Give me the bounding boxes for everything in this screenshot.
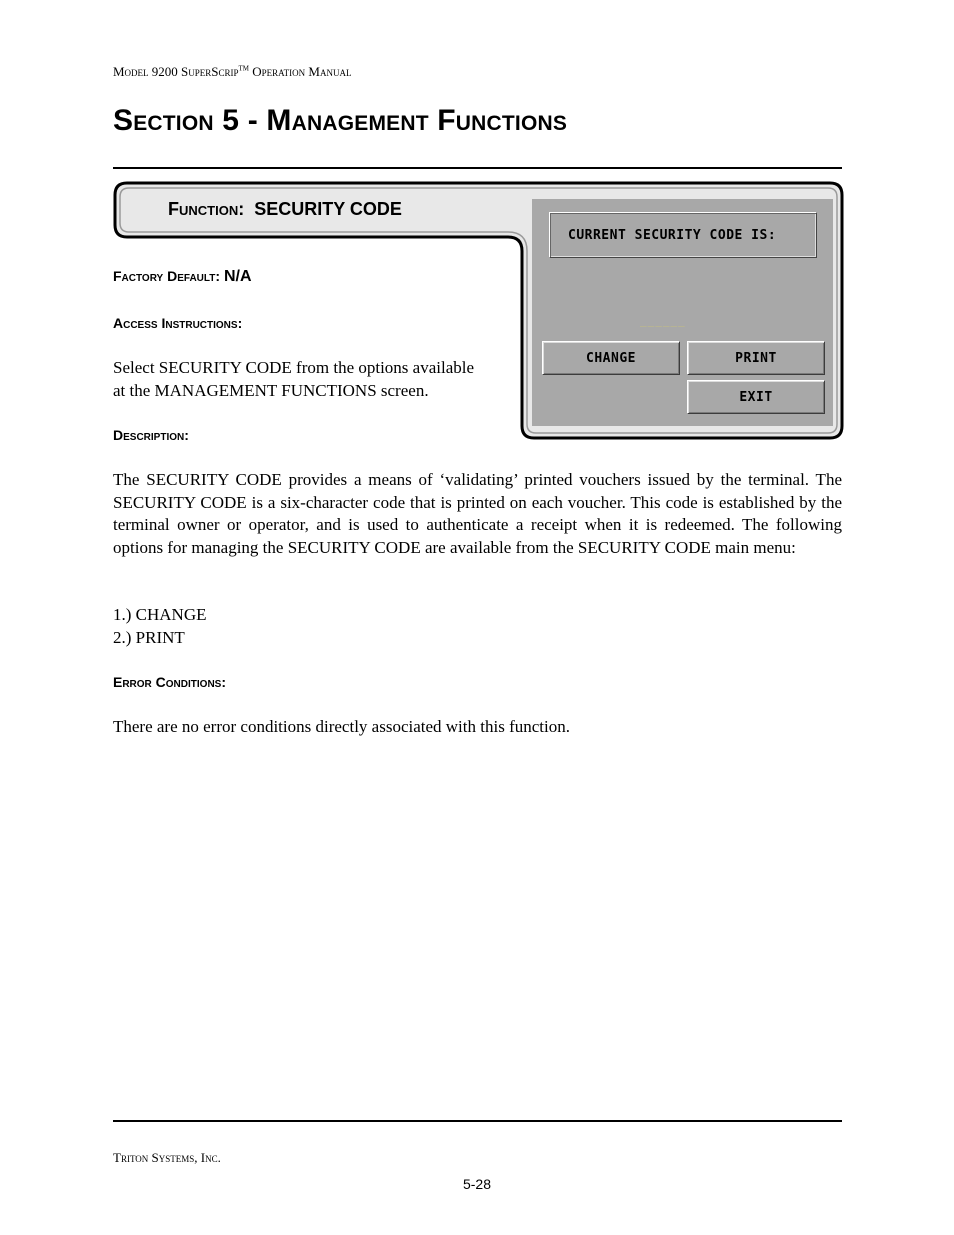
manual-title: Model 9200 SuperScrip <box>113 64 239 79</box>
manual-title-suffix: Operation Manual <box>249 64 352 79</box>
access-instructions-label: Access Instructions: <box>113 315 243 331</box>
footer-rule <box>113 1120 842 1122</box>
error-conditions-label: Error Conditions: <box>113 674 226 690</box>
factory-default-value: N/A <box>223 268 252 285</box>
factory-default-key: Factory Default <box>113 268 216 284</box>
description-text: The SECURITY CODE provides a means of ‘validating’ printed vouchers issued by the terminal. The SECURITY CODE is a six-character code that is printed on each voucher. This code is established by the terminal owner or operator, and is used to authenticate a receipt when it is redeemed. The following options for managing the SECURITY CODE are available from the SECURITY CODE main menu: <box>113 470 842 557</box>
function-label: Function: SECURITY CODE <box>168 199 402 219</box>
security-code-value: ______ <box>640 314 686 327</box>
page-number: 5-28 <box>462 1176 492 1192</box>
options-list <box>113 604 207 649</box>
section-title: Section 5 - Management Functions <box>113 104 568 137</box>
running-header <box>113 64 351 80</box>
access-line-2: at the MANAGEMENT FUNCTIONS screen. <box>113 380 429 400</box>
print-button[interactable]: PRINT <box>687 341 825 375</box>
trademark: TM <box>238 64 250 73</box>
option-print: 2.) PRINT <box>113 627 185 647</box>
footer-company: Triton Systems, Inc. <box>113 1150 221 1165</box>
option-change: 1.) CHANGE <box>113 605 207 624</box>
access-instructions-text <box>113 357 474 402</box>
description-label: Description: <box>113 427 189 443</box>
error-conditions-text: There are no error conditions directly associated with this function. <box>113 717 570 736</box>
current-code-display <box>549 212 817 258</box>
current-code-prompt: CURRENT SECURITY CODE IS: <box>568 227 777 243</box>
factory-default-label: Factory Default: N/A <box>113 268 252 285</box>
change-button[interactable]: CHANGE <box>542 341 680 375</box>
access-line-1: Select SECURITY CODE from the options available <box>113 358 475 377</box>
exit-button[interactable]: EXIT <box>687 380 825 414</box>
header-rule <box>113 167 842 169</box>
function-key: Function <box>168 199 239 219</box>
function-value: SECURITY CODE <box>254 199 402 219</box>
